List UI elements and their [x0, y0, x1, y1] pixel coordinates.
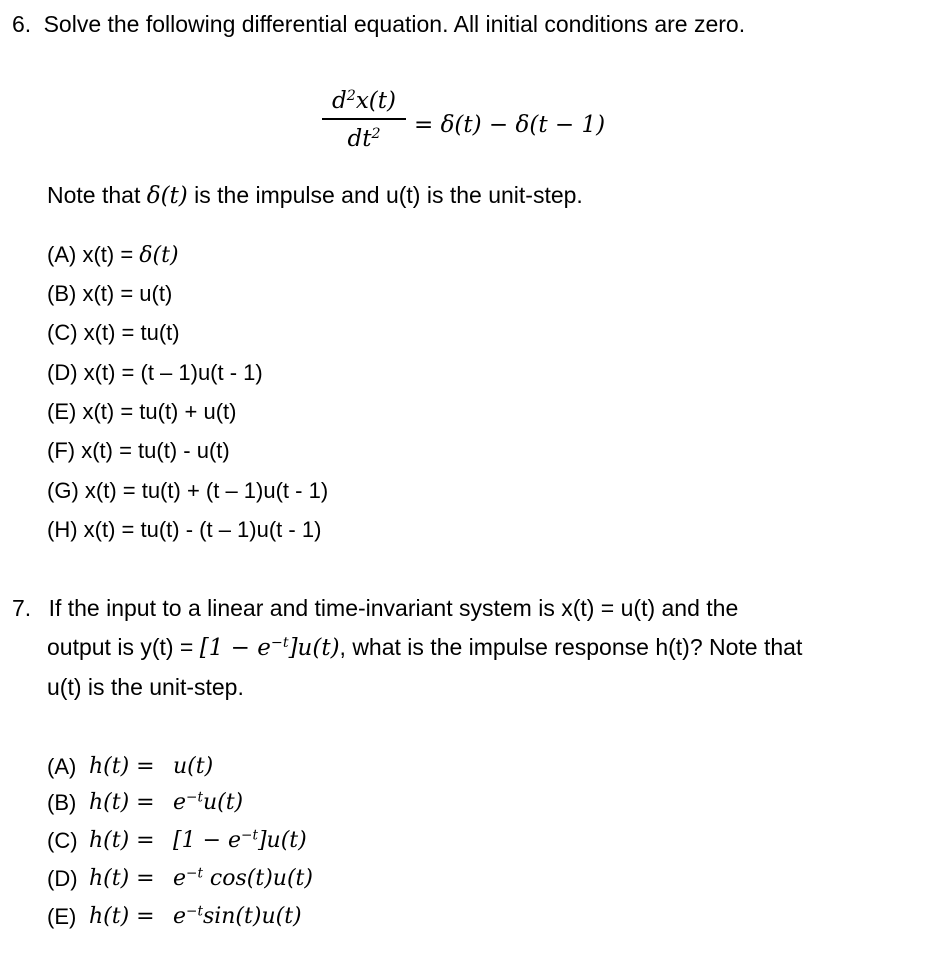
q7-line3: u(t) is the unit-step.: [47, 674, 244, 700]
q6-option-a: (A) x(t) = δ(t): [47, 242, 179, 268]
q7-option-a: (A) h(t) = u(t): [47, 754, 214, 779]
q6-equation-denominator: $dt^2$: [347, 125, 381, 152]
q6-note: Note that δ(t) is the impulse and u(t) is the unit-step.: [47, 182, 583, 209]
q6-option-f: (F) x(t) = tu(t) - u(t): [47, 438, 230, 463]
q7-line1: 7. If the input to a linear and time-invariant system is x(t) = u(t) and the: [12, 595, 739, 621]
q6-option-h: (H) x(t) = tu(t) - (t – 1)u(t - 1): [47, 517, 322, 542]
q7-option-d: (D) h(t) = $e^{-t}$ cos(t)u(t): [47, 865, 313, 891]
q7-line2: output is $y(t) = [1 - e^{-t}]u(t)$, what is the impulse response h(t)? Note that: [47, 634, 803, 661]
q6-option-d: (D) x(t) = (t – 1)u(t - 1): [47, 360, 263, 385]
q7-option-c: (C) h(t) = $[1 - e^{-t}]u(t)$: [47, 827, 307, 853]
q6-prompt: Solve the following differential equation. All initial conditions are zero.: [43, 11, 746, 37]
delta-symbol: δ(t): [146, 183, 188, 209]
q6-equation-fraction: [322, 88, 406, 152]
q6-title: [12, 13, 745, 36]
q6-option-b: (B) x(t) = u(t): [47, 281, 173, 306]
q6-equation-numerator: $d^2x(t)$: [332, 88, 396, 114]
q6-option-c: (C) x(t) = tu(t): [47, 320, 180, 345]
q7-option-e: (E) h(t) = $e^{-t}\sin(t)u(t)$: [47, 903, 302, 929]
q6-equation-rhs: = δ(t) − δ(t − 1): [414, 112, 606, 138]
q7-option-b: (B) h(t) = $e^{-t}u(t)$: [47, 789, 244, 815]
q7-number: 7.: [12, 595, 32, 621]
q6-option-g: (G) x(t) = tu(t) + (t – 1)u(t - 1): [47, 478, 329, 503]
q6-number: 6.: [12, 11, 32, 37]
q6-option-e: (E) x(t) = tu(t) + u(t): [47, 399, 237, 424]
